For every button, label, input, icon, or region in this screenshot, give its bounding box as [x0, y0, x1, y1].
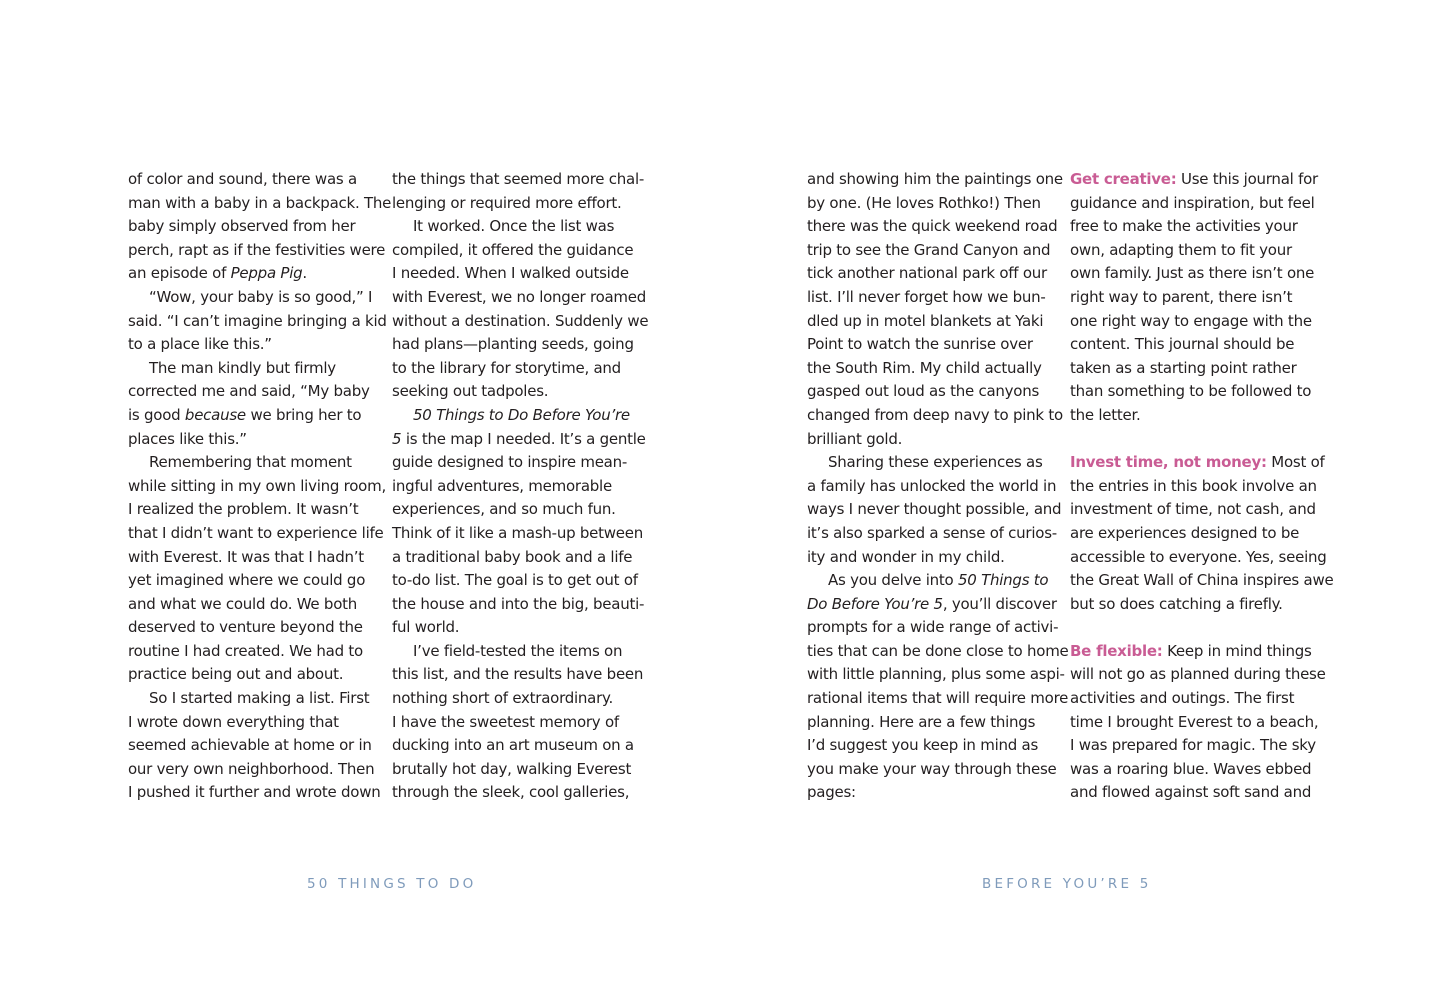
text-line: I was prepared for magic. The sky	[1070, 736, 1316, 755]
text-line: lenging or required more effort.	[392, 193, 622, 212]
text-line: that I didn’t want to experience life	[128, 523, 384, 542]
text-line: and flowed against soft sand and	[1070, 783, 1312, 802]
text-line: changed from deep navy to pink to	[807, 405, 1063, 424]
text-line: seeking out tadpoles.	[392, 382, 549, 401]
left-page-column-2	[392, 168, 648, 805]
text-line: there was the quick weekend road	[807, 217, 1058, 236]
text-line: gasped out loud as the canyons	[807, 382, 1040, 401]
line-text: Most of	[1266, 453, 1325, 472]
running-footer-right: BEFORE YOU’RE 5	[982, 876, 1152, 892]
line-text: is the map I needed. It’s a gentle	[401, 429, 646, 448]
italic-title: 50 Things to	[957, 571, 1049, 590]
text-line: compiled, it offered the guidance	[392, 240, 634, 259]
text-line: So I started making a list. First	[149, 689, 370, 708]
text-line: accessible to everyone. Yes, seeing	[1070, 547, 1327, 566]
italic-title: Do Before You’re 5	[807, 594, 943, 613]
text-line: The man kindly but firmly	[149, 358, 336, 377]
text-line: through the sleek, cool galleries,	[392, 783, 630, 802]
text-line: I realized the problem. It wasn’t	[128, 500, 359, 519]
line-text: an episode of	[128, 264, 231, 283]
text-line: our very own neighborhood. Then	[128, 759, 375, 778]
text-line: yet imagined where we could go	[128, 571, 366, 590]
right-page-column-2	[1070, 168, 1334, 805]
text-line: routine I had created. We had to	[128, 641, 363, 660]
text-line: time I brought Everest to a beach,	[1070, 712, 1319, 731]
text-line: trip to see the Grand Canyon and	[807, 240, 1051, 259]
text-line: right way to parent, there isn’t	[1070, 287, 1293, 306]
italic-title: 5	[392, 429, 402, 448]
text-line: experiences, and so much fun.	[392, 500, 616, 519]
text-line: prompts for a wide range of activi-	[807, 618, 1059, 637]
text-line: was a roaring blue. Waves ebbed	[1070, 759, 1312, 778]
text-line	[1070, 168, 1326, 192]
text-line: the entries in this book involve an	[1070, 476, 1317, 495]
text-line	[128, 404, 384, 428]
text-line: than something to be followed to	[1070, 382, 1312, 401]
text-line: with Everest, we no longer roamed	[392, 287, 647, 306]
text-line: deserved to venture beyond the	[128, 618, 363, 637]
text-line: the things that seemed more chal-	[392, 170, 645, 188]
text-line: I needed. When I walked outside	[392, 264, 629, 283]
section-lead-in: Get creative:	[1070, 170, 1177, 188]
italic-title: Peppa Pig	[230, 264, 303, 283]
text-line	[392, 428, 648, 452]
text-line: ity and wonder in my child.	[807, 547, 1005, 566]
text-line: a traditional baby book and a life	[392, 547, 633, 566]
text-line: with little planning, plus some aspi-	[807, 665, 1065, 684]
text-line: practice being out and about.	[128, 665, 344, 684]
text-line: list. I’ll never forget how we bun-	[807, 287, 1046, 306]
text-line: baby simply observed from her	[128, 217, 356, 236]
text-line: you make your way through these	[807, 759, 1057, 778]
text-line: to the library for storytime, and	[392, 358, 621, 377]
text-line: by one. (He loves Rothko!) Then	[807, 193, 1041, 212]
text-line: the letter.	[1070, 405, 1141, 424]
left-page-column-1	[128, 168, 392, 805]
text-line: ducking into an art museum on a	[392, 736, 634, 755]
text-line: planning. Here are a few things	[807, 712, 1036, 731]
line-text: As you delve into	[828, 571, 958, 590]
text-line: with Everest. It was that I hadn’t	[128, 547, 364, 566]
line-text: Keep in mind things	[1162, 641, 1312, 660]
text-line: perch, rapt as if the festivities were	[128, 240, 386, 259]
text-line: to a place like this.”	[128, 335, 272, 354]
text-line: Remembering that moment	[149, 453, 352, 472]
text-line: man with a baby in a backpack. The	[128, 193, 392, 212]
section-lead-in: Invest time, not money:	[1070, 453, 1267, 472]
text-line	[1070, 640, 1326, 664]
text-line: places like this.”	[128, 429, 247, 448]
text-line: I pushed it further and wrote down	[128, 783, 381, 802]
text-line: I wrote down everything that	[128, 712, 339, 731]
text-line: while sitting in my own living room,	[128, 476, 386, 495]
text-line: of color and sound, there was a	[128, 170, 357, 188]
text-line: Point to watch the sunrise over	[807, 335, 1033, 354]
text-line: ways I never thought possible, and	[807, 500, 1062, 519]
text-line: but so does catching a firefly.	[1070, 594, 1283, 613]
text-line: guide designed to inspire mean-	[392, 453, 628, 472]
text-line: I have the sweetest memory of	[392, 712, 619, 731]
text-line: are experiences designed to be	[1070, 523, 1300, 542]
text-line: It worked. Once the list was	[413, 217, 615, 236]
text-line: guidance and inspiration, but feel	[1070, 193, 1315, 212]
italic-title: 50 Things to Do Before You’re	[413, 405, 630, 424]
text-line: this list, and the results have been	[392, 665, 644, 684]
text-line: and what we could do. We both	[128, 594, 358, 613]
text-line: one right way to engage with the	[1070, 311, 1312, 330]
text-line: content. This journal should be	[1070, 335, 1295, 354]
text-line: ingful adventures, memorable	[392, 476, 612, 495]
line-text: , you’ll discover	[942, 594, 1057, 613]
text-line: said. “I can’t imagine bringing a kid	[128, 311, 387, 330]
text-line: nothing short of extraordinary.	[392, 689, 614, 708]
text-line: brilliant gold.	[807, 429, 903, 448]
text-line: the South Rim. My child actually	[807, 358, 1042, 377]
text-line: free to make the activities your	[1070, 217, 1298, 236]
text-line: it’s also sparked a sense of curios-	[807, 523, 1057, 542]
section-lead-in: Be flexible:	[1070, 641, 1163, 660]
text-line: own family. Just as there isn’t one	[1070, 264, 1315, 283]
text-line: investment of time, not cash, and	[1070, 500, 1316, 519]
text-line: seemed achievable at home or in	[128, 736, 372, 755]
text-line: brutally hot day, walking Everest	[392, 759, 632, 778]
text-line: tick another national park off our	[807, 264, 1047, 283]
text-line: I’d suggest you keep in mind as	[807, 736, 1039, 755]
line-text: we bring her to	[245, 405, 362, 424]
text-line: “Wow, your baby is so good,” I	[149, 287, 373, 306]
text-line: the Great Wall of China inspires awe	[1070, 571, 1334, 590]
text-line: and showing him the paintings one	[807, 170, 1063, 188]
text-line: Sharing these experiences as	[828, 453, 1043, 472]
italic-title: because	[184, 405, 246, 424]
text-line: will not go as planned during these	[1070, 665, 1326, 684]
text-line	[1070, 451, 1326, 475]
text-line	[807, 593, 1063, 617]
text-line: a family has unlocked the world in	[807, 476, 1057, 495]
text-line: to-do list. The goal is to get out of	[392, 571, 638, 590]
text-line: I’ve field-tested the items on	[413, 641, 623, 660]
text-line: had plans—planting seeds, going	[392, 335, 634, 354]
text-line: ful world.	[392, 618, 460, 637]
text-line: activities and outings. The first	[1070, 689, 1295, 708]
text-line: corrected me and said, “My baby	[128, 382, 370, 401]
line-text: Use this journal for	[1176, 170, 1318, 188]
text-line: ties that can be done close to home	[807, 641, 1069, 660]
line-text: is good	[128, 405, 185, 424]
text-line: pages:	[807, 783, 856, 802]
text-line: without a destination. Suddenly we	[392, 311, 649, 330]
text-line: Think of it like a mash-up between	[392, 523, 643, 542]
text-line	[128, 262, 384, 286]
line-text: .	[302, 264, 307, 283]
text-line: dled up in motel blankets at Yaki	[807, 311, 1044, 330]
text-line: rational items that will require more	[807, 689, 1069, 708]
running-footer-left: 50 THINGS TO DO	[307, 876, 477, 892]
text-line: own, adapting them to fit your	[1070, 240, 1292, 259]
text-line: taken as a starting point rather	[1070, 358, 1297, 377]
text-line: the house and into the big, beauti-	[392, 594, 645, 613]
text-line	[807, 569, 1063, 593]
right-page-column-1	[807, 168, 1069, 805]
text-line	[392, 404, 648, 428]
